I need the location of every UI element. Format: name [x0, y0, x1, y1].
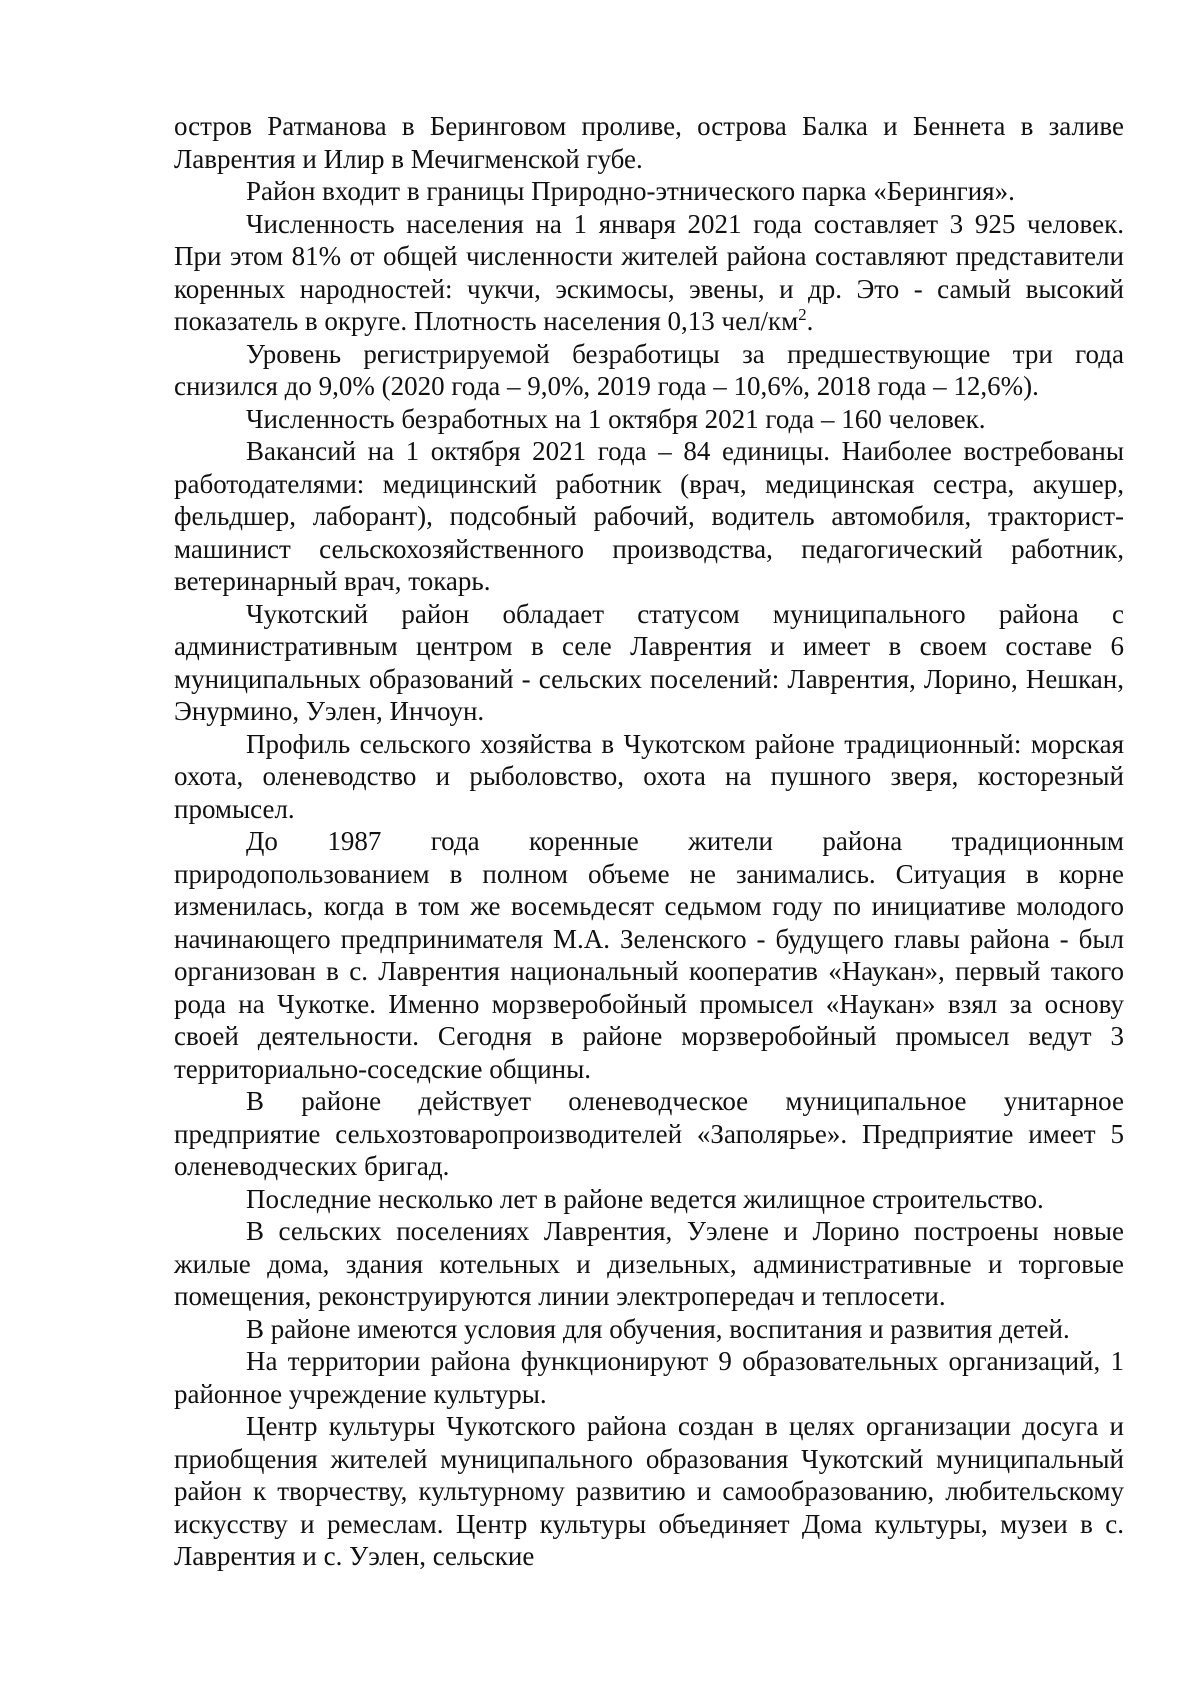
paragraph-housing: Последние несколько лет в районе ведется жилищное строительство. — [246, 1183, 1044, 1214]
paragraph-unemployed-count: Численность безработных на 1 октября 2021 года – 160 человек. — [246, 403, 986, 434]
paragraph-population — [174, 208, 1124, 338]
population-text: Численность населения на 1 января 2021 года составляет 3 925 человек. При этом 81% от общей численности жителей района составляют представители коренных народностей: чукчи, эскимосы, эвены, и др. Это - самый высокий показатель в округе. Плотность населения 0,13 чел/км — [174, 208, 1124, 336]
paragraph-unemployment-level: Уровень регистрируемой безработицы за предшествующие три года снизился до 9,0% (2020 года – 9,0%, 2019 года – 10,6%, 2018 года – 12,6%). — [174, 338, 1124, 401]
paragraph-beringia-park: Район входит в границы Природно-этнического парка «Берингия». — [246, 176, 1015, 206]
paragraph-naukan-history: До 1987 года коренные жители района традиционным природопользованием в полном объеме не занимались. Ситуация в корне изменилась, когда в том же восемьдесят седьмом году по инициативе молодого начинающего предпринимателя М.А. Зеленского - будущего главы района - был организован в с. Лаврентия национальный кооператив «Наукан», первый такого рода на Чукотке. Именно морзверобойный промысел «Наукан» взял за основу своей деятельности. Сегодня в районе морзверобойный промысел ведут 3 территориально-соседские общины. — [174, 826, 1124, 1084]
document-body — [174, 110, 1124, 1573]
paragraph-vacancies: Вакансий на 1 октября 2021 года – 84 единицы. Наиболее востребованы работодателями: медицинский работник (врач, медицинская сестра, акушер, фельдшер, лаборант), подсобный рабочий, водитель автомобиля, тракторист-машинист сельскохозяйственного производства, педагогический работник, ветеринарный врач, токарь. — [174, 436, 1124, 596]
paragraph-education: На территории района функционируют 9 образовательных организаций, 1 районное учреждение культуры. — [174, 1346, 1124, 1409]
paragraph-municipal-status: Чукотский район обладает статусом муниципального района с административным центром в селе Лаврентия и имеет в своем составе 6 муниципальных образований - сельских поселений: Лаврентия, Лорино, Нешкан, Энурмино, Уэлен, Инчоун. — [174, 598, 1124, 726]
density-superscript: 2 — [798, 305, 807, 324]
paragraph-zapolyarye: В районе действует оленеводческое муниципальное унитарное предприятие сельхозтоваропроизводителей «Заполярье». Предприятие имеет 5 оленеводческих бригад. — [174, 1086, 1124, 1181]
paragraph-children-conditions: В районе имеются условия для обучения, воспитания и развития детей. — [246, 1313, 1070, 1344]
density-end: . — [806, 306, 814, 336]
paragraph-culture-center: Центр культуры Чукотского района создан в целях организации досуга и приобщения жителей муниципального образования Чукотский муниципальный район к творчеству, культурному развитию и самообразованию, любительскому искусству и ремеслам. Центр культуры объединяет Дома культуры, музеи в с. Лаврентия и с. Уэлен, сельские — [174, 1411, 1124, 1571]
paragraph-settlements-construction: В сельских поселениях Лаврентия, Уэлене и Лорино построены новые жилые дома, здания котельных и дизельных, административные и торговые помещения, реконструируются линии электропередач и теплосети. — [174, 1216, 1124, 1311]
paragraph-agriculture-profile: Профиль сельского хозяйства в Чукотском районе традиционный: морская охота, оленеводство и рыболовство, охота на пушного зверя, косторезный промысел. — [174, 728, 1124, 824]
paragraph-islands: остров Ратманова в Беринговом проливе, острова Балка и Беннета в заливе Лаврентия и Илир в Мечигменской губе. — [174, 111, 1124, 174]
